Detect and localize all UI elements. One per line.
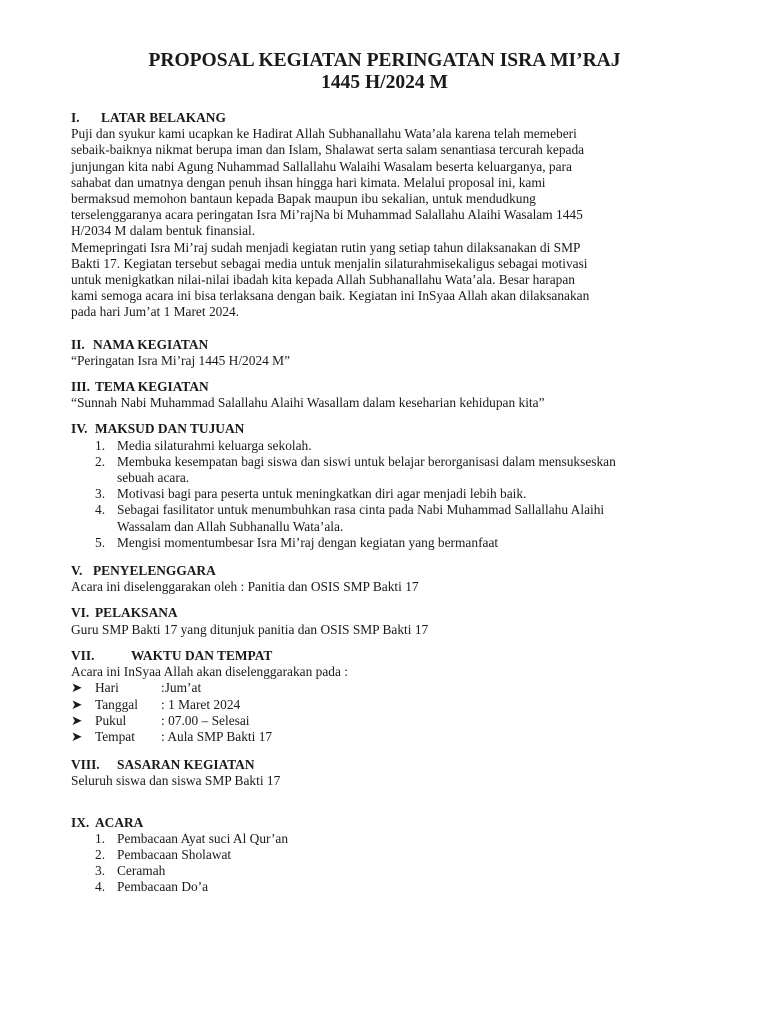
schedule-label: Tempat (95, 728, 135, 744)
section-text: “Peringatan Isra Mi’raj 1445 H/2024 M” (71, 352, 291, 368)
section-heading (71, 110, 688, 126)
list-item (71, 502, 688, 534)
section-text: Acara ini diselenggarakan oleh : Panitia dan OSIS SMP Bakti 17 (71, 579, 419, 595)
body-line: bermaksud memohon bantaun kepada Bapak maupun ibu sekalian, untuk mendudkung (71, 191, 536, 207)
item-text: Motivasi bagi para peserta untuk meningkatkan diri agar menjadi lebih baik. (117, 486, 527, 502)
section-pelaksana (71, 605, 688, 637)
body-line: Memepringati Isra Mi’raj sudah menjadi kegiatan rutin yang setiap tahun dilaksanakan di SMP (71, 239, 581, 255)
schedule-row (71, 713, 688, 729)
section-title: TEMA KEGIATAN (95, 379, 209, 395)
item-number: 4. (95, 879, 106, 895)
section-number: IX. (71, 814, 90, 830)
item-number: 1. (95, 437, 106, 453)
section-number: III. (71, 379, 90, 395)
section-title: MAKSUD DAN TUJUAN (95, 421, 245, 437)
section-title: ACARA (95, 814, 144, 830)
arrow-bullet-icon: ➤ (71, 712, 83, 728)
section-tema-kegiatan (71, 379, 688, 411)
body-line: kami semoga acara ini bisa terlaksana dengan baik. Kegiatan ini InSyaa Allah akan dilaksanakan (71, 288, 590, 304)
section-text: Acara ini InSyaa Allah akan diselenggarakan pada : (71, 664, 348, 680)
section-heading (71, 563, 688, 579)
section-heading (71, 421, 688, 437)
list-item (71, 438, 688, 454)
section-number: VII. (71, 647, 95, 663)
schedule-label: Hari (95, 680, 119, 696)
arrow-bullet-icon: ➤ (71, 728, 83, 744)
item-text: Pembacaan Sholawat (117, 846, 232, 862)
title-line-1: PROPOSAL KEGIATAN PERINGATAN ISRA MI’RAJ (148, 50, 621, 71)
schedule-value: : Aula SMP Bakti 17 (161, 728, 273, 744)
body-line: junjungan kita nabi Agung Nuhammad Sallallahu Walaihi Wasalam beserta keluarganya, para (71, 158, 572, 174)
section-text: Guru SMP Bakti 17 yang ditunjuk panitia dan OSIS SMP Bakti 17 (71, 621, 429, 637)
objectives-list (71, 438, 688, 551)
item-text: sebuah acara. (117, 470, 190, 486)
section-heading (71, 648, 688, 664)
section-waktu-tempat (71, 648, 688, 745)
item-text: Wassalam dan Allah Subhanallu Wata’ala. (117, 518, 344, 534)
schedule-label: Tanggal (95, 696, 138, 712)
section-number: II. (71, 336, 85, 352)
body-line: sebaik-baiknya nikmat berupa iman dan Islam, Shalawat serta salam senantiasa tercurah kepada (71, 142, 585, 158)
section-title: SASARAN KEGIATAN (117, 757, 255, 773)
item-number: 2. (95, 846, 106, 862)
item-number: 2. (95, 453, 106, 469)
item-number: 4. (95, 502, 106, 518)
section-number: IV. (71, 421, 88, 437)
section-body (71, 126, 688, 320)
section-heading (71, 337, 688, 353)
item-text: Mengisi momentumbesar Isra Mi’raj dengan kegiatan yang bermanfaat (117, 534, 499, 550)
section-nama-kegiatan (71, 337, 688, 369)
section-title: NAMA KEGIATAN (93, 336, 209, 352)
item-text: Ceramah (117, 863, 166, 879)
schedule-row (71, 680, 688, 696)
item-number: 1. (95, 830, 106, 846)
section-title: PELAKSANA (95, 605, 178, 621)
item-number: 5. (95, 534, 106, 550)
document-title (71, 50, 688, 94)
arrow-bullet-icon: ➤ (71, 696, 83, 712)
item-text: Pembacaan Ayat suci Al Qur’an (117, 830, 289, 846)
schedule-value: : 1 Maret 2024 (161, 696, 241, 712)
item-text: Pembacaan Do’a (117, 879, 209, 895)
item-text: Media silaturahmi keluarga sekolah. (117, 437, 312, 453)
list-item (71, 454, 688, 486)
body-line: sahabat dan umatnya dengan penuh ihsan hingga hari kimata. Melalui proposal ini, kami (71, 174, 546, 190)
list-item (71, 879, 688, 895)
body-line: untuk menigkatkan nilai-nilai ibadah kita kepada Allah Subhanallahu Wata’ala. Besar harapan (71, 272, 575, 288)
list-item (71, 847, 688, 863)
list-item (71, 863, 688, 879)
arrow-bullet-icon: ➤ (71, 680, 83, 696)
schedule-value: : 07.00 – Selesai (161, 712, 250, 728)
item-text: Sebagai fasilitator untuk menumbuhkan rasa cinta pada Nabi Muhammad Sallallahu Alaihi (117, 502, 605, 518)
section-heading (71, 605, 688, 621)
body-line: H/2034 M dalam bentuk finansial. (71, 223, 256, 239)
body-line: pada hari Jum’at 1 Maret 2024. (71, 304, 240, 320)
section-title: WAKTU DAN TEMPAT (131, 647, 273, 663)
schedule-label: Pukul (95, 712, 127, 728)
list-item (71, 486, 688, 502)
schedule-row (71, 697, 688, 713)
agenda-list (71, 831, 688, 896)
section-text: “Sunnah Nabi Muhammad Salallahu Alaihi Wasallam dalam keseharian kehidupan kita” (71, 395, 545, 411)
section-number: V. (71, 563, 83, 579)
section-text: Seluruh siswa dan siswa SMP Bakti 17 (71, 773, 281, 789)
schedule-row (71, 729, 688, 745)
section-number: VIII. (71, 757, 100, 773)
list-item (71, 535, 688, 551)
list-item (71, 831, 688, 847)
section-heading (71, 757, 688, 773)
section-heading (71, 379, 688, 395)
section-sasaran-kegiatan (71, 757, 688, 789)
title-line-2: 1445 H/2024 M (321, 72, 448, 93)
schedule-value: :Jum’at (161, 680, 202, 696)
section-penyelenggara (71, 563, 688, 595)
body-line: terselenggaranya acara peringatan Isra Mi’rajNa bi Muhammad Salallahu Alaihi Wasalam 1445 (71, 207, 583, 223)
item-number: 3. (95, 863, 106, 879)
item-text: Membuka kesempatan bagi siswa dan siswi untuk belajar berorganisasi dalam mensukseskan (117, 453, 616, 469)
section-acara (71, 815, 688, 896)
section-title: PENYELENGGARA (93, 563, 216, 579)
section-title: LATAR BELAKANG (101, 110, 226, 125)
section-maksud-tujuan (71, 421, 688, 551)
section-number: I. (71, 110, 80, 125)
section-number: VI. (71, 605, 90, 621)
body-line: Bakti 17. Kegiatan tersebut sebagai media untuk menjalin silaturahmisekaligus sebagai motivasi (71, 255, 588, 271)
section-latar-belakang (71, 110, 688, 321)
body-line: Puji dan syukur kami ucapkan ke Hadirat Allah Subhanallahu Wata’ala karena telah memeberi (71, 126, 577, 142)
section-heading (71, 815, 688, 831)
item-number: 3. (95, 486, 106, 502)
